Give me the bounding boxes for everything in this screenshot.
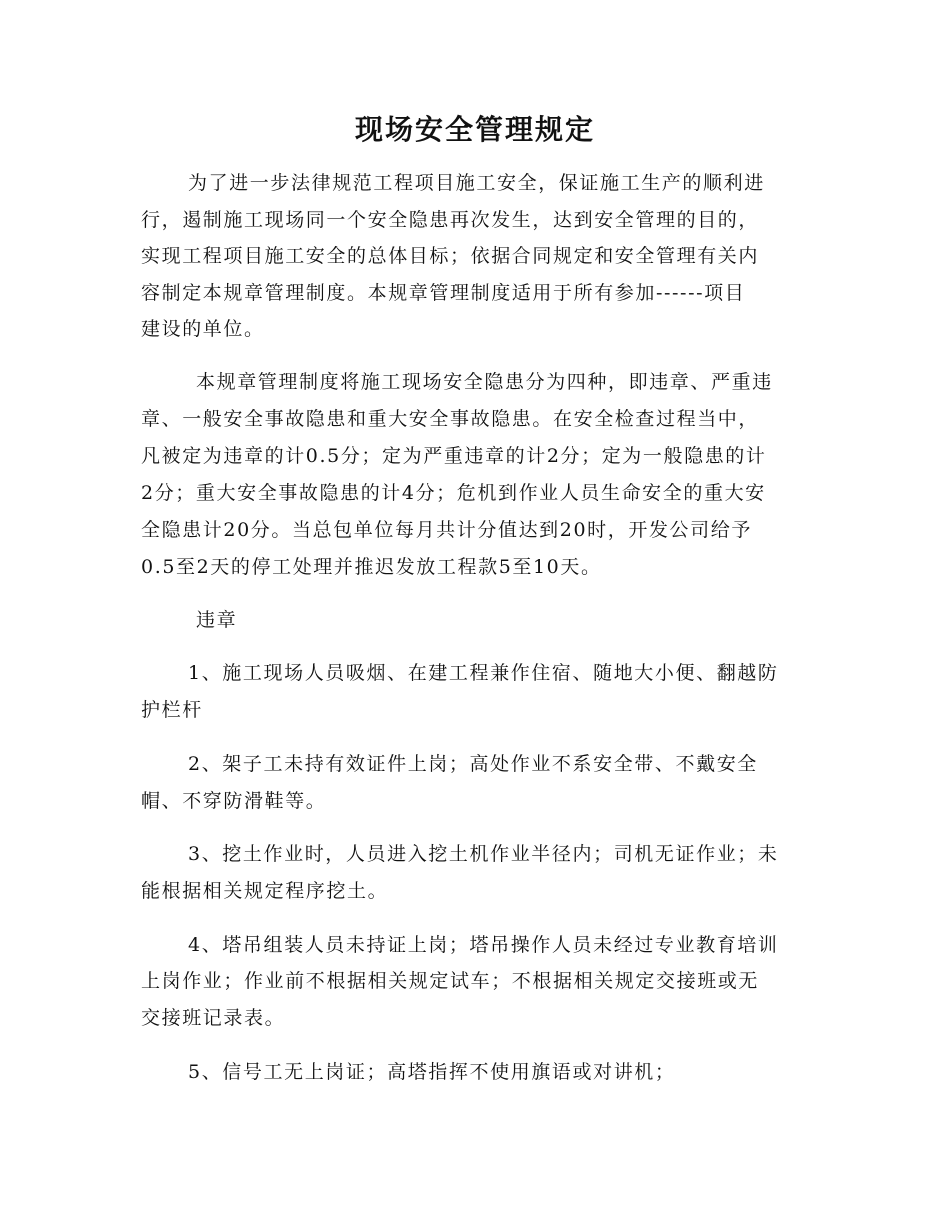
scoring-line-1: 本规章管理制度将施工现场安全隐患分为四种，即违章、严重违 bbox=[196, 371, 773, 393]
item-4-line-2: 上岗作业；作业前不根据相关规定试车；不根据相关规定交接班或无 bbox=[141, 970, 760, 992]
scoring-line-5: 全隐患计20分。当总包单位每月共计分值达到20时，开发公司给予 bbox=[141, 519, 752, 541]
item-3-line-2: 能根据相关规定程序挖土。 bbox=[141, 880, 389, 902]
intro-line-4: 容制定本规章管理制度。本规章管理制度适用于所有参加------项目 bbox=[141, 282, 746, 304]
intro-line-5: 建设的单位。 bbox=[141, 318, 265, 340]
item-4-line-3: 交接班记录表。 bbox=[141, 1007, 286, 1029]
intro-line-1: 为了进一步法律规范工程项目施工安全，保证施工生产的顺利进 bbox=[188, 172, 765, 194]
item-2-line-1: 2、架子工未持有效证件上岗；高处作业不系安全带、不戴安全 bbox=[188, 753, 758, 775]
scoring-line-6: 0.5至2天的停工处理并推迟发放工程款5至10天。 bbox=[141, 556, 602, 578]
item-1-line-2: 护栏杆 bbox=[141, 699, 203, 721]
scoring-line-3: 凡被定为违章的计0.5分；定为严重违章的计2分；定为一般隐患的计 bbox=[141, 445, 767, 467]
intro-line-2: 行，遏制施工现场同一个安全隐患再次发生，达到安全管理的目的， bbox=[141, 209, 760, 231]
item-5-line-1: 5、信号工无上岗证；高塔指挥不使用旗语或对讲机； bbox=[188, 1061, 676, 1083]
section-heading: 违章 bbox=[196, 609, 238, 631]
intro-line-3: 实现工程项目施工安全的总体目标；依据合同规定和安全管理有关内 bbox=[141, 245, 760, 267]
item-2-line-2: 帽、不穿防滑鞋等。 bbox=[141, 790, 327, 812]
scoring-line-2: 章、一般安全事故隐患和重大安全事故隐患。在安全检查过程当中， bbox=[141, 408, 760, 430]
scoring-line-4: 2分；重大安全事故隐患的计4分；危机到作业人员生命安全的重大安 bbox=[141, 482, 766, 504]
item-4-line-1: 4、塔吊组装人员未持证上岗；塔吊操作人员未经过专业教育培训 bbox=[188, 934, 779, 956]
document-title: 现场安全管理规定 bbox=[354, 113, 595, 146]
item-1-line-1: 1、施工现场人员吸烟、在建工程兼作住宿、随地大小便、翻越防 bbox=[188, 662, 779, 684]
item-3-line-1: 3、挖土作业时，人员进入挖土机作业半径内；司机无证作业；未 bbox=[188, 843, 779, 865]
